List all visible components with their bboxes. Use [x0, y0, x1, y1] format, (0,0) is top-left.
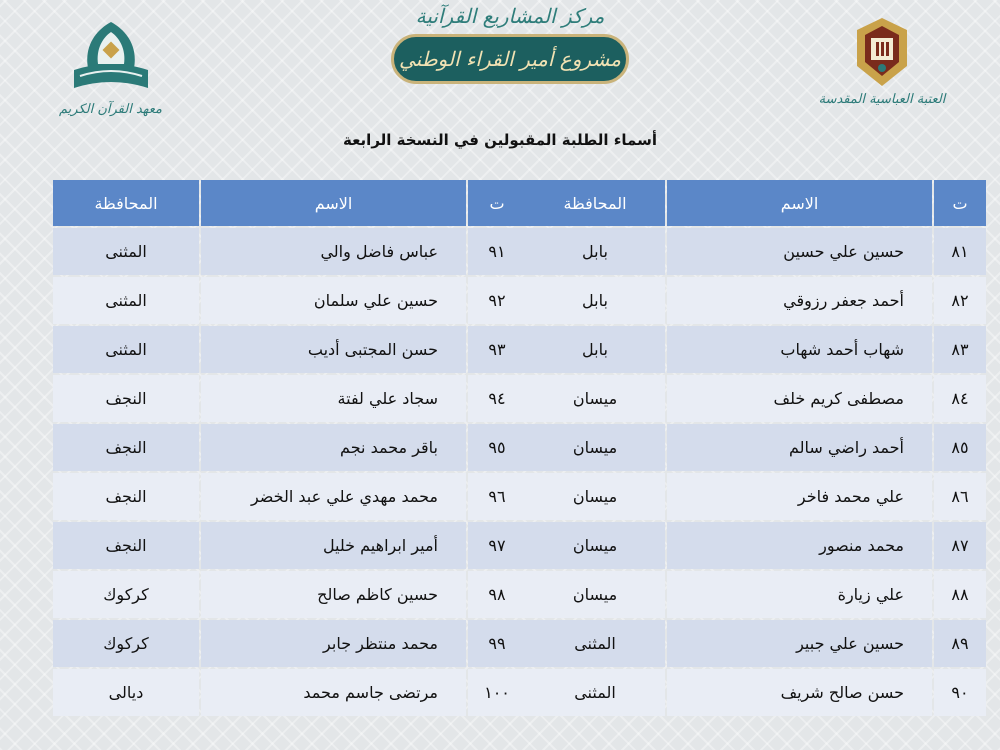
student-name: محمد منصور: [667, 522, 932, 569]
governorate: ميسان: [525, 424, 665, 471]
student-name: محمد منتظر جابر: [201, 620, 466, 667]
shrine-emblem-icon: [847, 16, 917, 88]
governorate: ميسان: [525, 473, 665, 520]
table-row: [53, 571, 526, 618]
institute-logo: [48, 18, 173, 117]
governorate: كركوك: [53, 571, 199, 618]
row-number: ٨١: [934, 228, 986, 275]
project-title: مشروع أمير القراء الوطني: [399, 47, 621, 71]
student-name: أمير ابراهيم خليل: [201, 522, 466, 569]
governorate: ميسان: [525, 522, 665, 569]
book-emblem-icon: [66, 18, 156, 98]
table-row: [525, 228, 986, 275]
column-header-num: ت: [934, 180, 986, 226]
row-number: ٨٧: [934, 522, 986, 569]
left-logo-text: معهد القرآن الكريم: [59, 102, 162, 117]
table-row: [53, 473, 526, 520]
governorate: بابل: [525, 326, 665, 373]
row-number: ٨٣: [934, 326, 986, 373]
row-number: ٩٣: [468, 326, 526, 373]
student-name: أحمد راضي سالم: [667, 424, 932, 471]
table-row: [525, 522, 986, 569]
table-row: [53, 277, 526, 324]
table-row: [525, 473, 986, 520]
governorate: النجف: [53, 522, 199, 569]
student-name: أحمد جعفر رزوقي: [667, 277, 932, 324]
row-number: ٨٦: [934, 473, 986, 520]
governorate: ميسان: [525, 571, 665, 618]
governorate: المثنى: [525, 620, 665, 667]
student-name: علي زيارة: [667, 571, 932, 618]
governorate: بابل: [525, 228, 665, 275]
table-row: [525, 620, 986, 667]
row-number: ٩٦: [468, 473, 526, 520]
project-banner: [391, 34, 629, 84]
student-name: عباس فاضل والي: [201, 228, 466, 275]
student-name: باقر محمد نجم: [201, 424, 466, 471]
column-header-name: الاسم: [201, 180, 466, 226]
row-number: ١٠٠: [468, 669, 526, 716]
governorate: بابل: [525, 277, 665, 324]
student-name: حسين علي جبير: [667, 620, 932, 667]
row-number: ٨٥: [934, 424, 986, 471]
student-name: حسن صالح شريف: [667, 669, 932, 716]
table-row: [53, 375, 526, 422]
row-number: ٩٠: [934, 669, 986, 716]
governorate: ديالى: [53, 669, 199, 716]
column-header-num: ت: [468, 180, 526, 226]
shrine-logo: [812, 16, 952, 107]
student-name: مصطفى كريم خلف: [667, 375, 932, 422]
student-name: حسين علي سلمان: [201, 277, 466, 324]
student-name: سجاد علي لفتة: [201, 375, 466, 422]
governorate: المثنى: [53, 277, 199, 324]
governorate: النجف: [53, 473, 199, 520]
table-row: [53, 669, 526, 716]
row-number: ٨٩: [934, 620, 986, 667]
table-row: [53, 424, 526, 471]
column-header-name: الاسم: [667, 180, 932, 226]
student-name: مرتضى جاسم محمد: [201, 669, 466, 716]
table-row: [53, 326, 526, 373]
table-row: [525, 277, 986, 324]
column-header-gov: المحافظة: [525, 180, 665, 226]
table-row: [53, 522, 526, 569]
row-number: ٩١: [468, 228, 526, 275]
student-name: شهاب أحمد شهاب: [667, 326, 932, 373]
governorate: النجف: [53, 424, 199, 471]
page-subtitle: أسماء الطلبة المقبولين في النسخة الرابعة: [342, 131, 657, 149]
row-number: ٩٩: [468, 620, 526, 667]
student-name: علي محمد فاخر: [667, 473, 932, 520]
center-header: [390, 4, 630, 84]
row-number: ٩٧: [468, 522, 526, 569]
row-number: ٩٢: [468, 277, 526, 324]
student-name: حسين كاظم صالح: [201, 571, 466, 618]
table-header-row: [525, 180, 986, 226]
students-table-left: [51, 178, 528, 718]
students-table-right: [523, 178, 988, 718]
column-header-gov: المحافظة: [53, 180, 199, 226]
table-row: [525, 669, 986, 716]
row-number: ٨٤: [934, 375, 986, 422]
row-number: ٩٥: [468, 424, 526, 471]
governorate: المثنى: [53, 228, 199, 275]
table-header-row: [53, 180, 526, 226]
governorate: ميسان: [525, 375, 665, 422]
right-logo-text: العتبة العباسية المقدسة: [818, 92, 946, 107]
table-row: [525, 571, 986, 618]
table-row: [525, 326, 986, 373]
student-name: حسن المجتبى أديب: [201, 326, 466, 373]
governorate: النجف: [53, 375, 199, 422]
table-row: [53, 620, 526, 667]
row-number: ٨٨: [934, 571, 986, 618]
row-number: ٩٨: [468, 571, 526, 618]
table-row: [525, 375, 986, 422]
governorate: المثنى: [53, 326, 199, 373]
row-number: ٩٤: [468, 375, 526, 422]
governorate: المثنى: [525, 669, 665, 716]
center-title: مركز المشاريع القرآنية: [415, 4, 605, 28]
table-row: [53, 228, 526, 275]
table-row: [525, 424, 986, 471]
row-number: ٨٢: [934, 277, 986, 324]
governorate: كركوك: [53, 620, 199, 667]
student-name: حسين علي حسين: [667, 228, 932, 275]
student-name: محمد مهدي علي عبد الخضر: [201, 473, 466, 520]
